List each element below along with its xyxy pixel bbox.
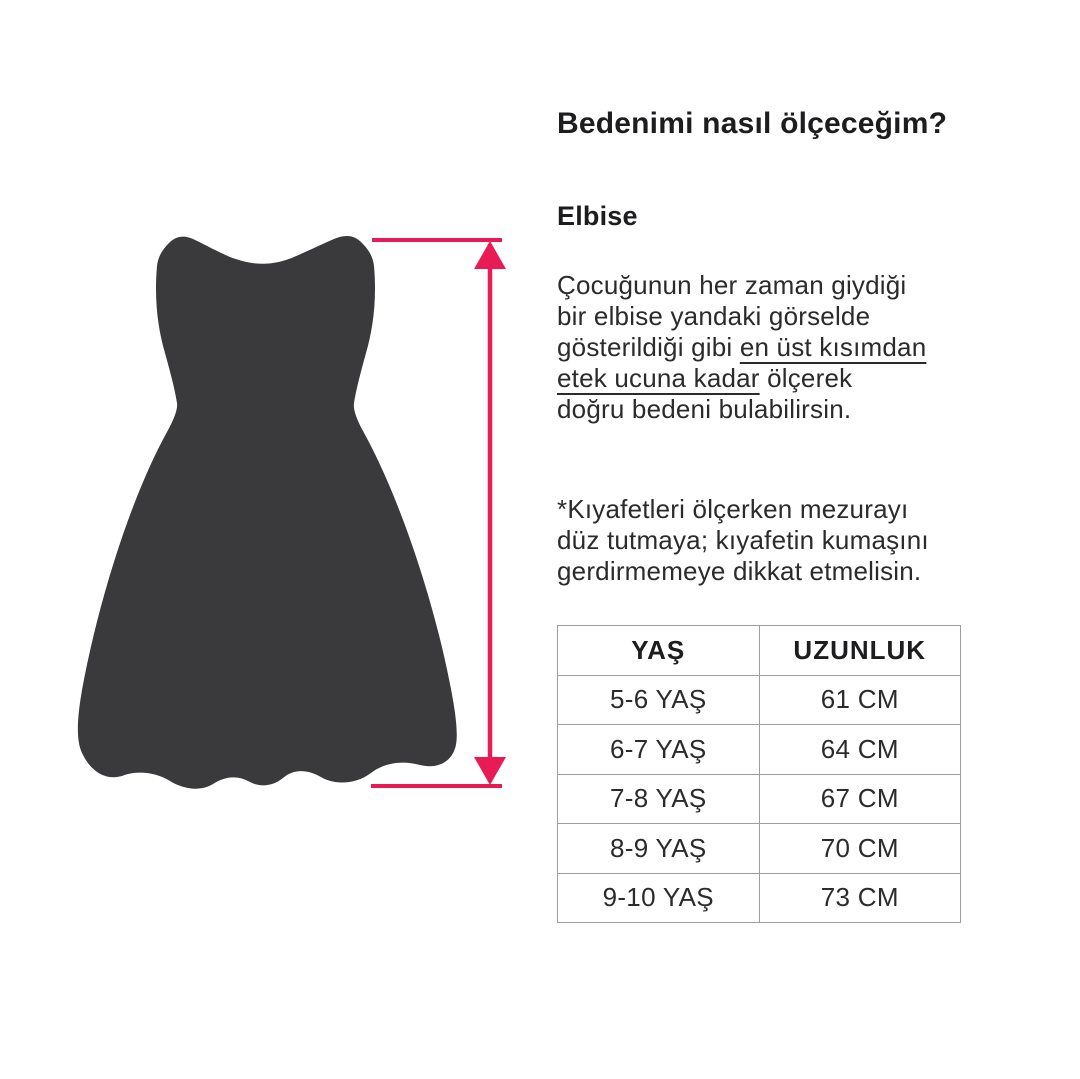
table-row: [558, 824, 961, 874]
measure-instructions: [557, 270, 997, 425]
age-cell: 5-6 YAŞ: [558, 675, 760, 725]
instruction-line: bir elbise yandaki görselde: [557, 301, 871, 331]
dress-silhouette-icon: [78, 236, 457, 789]
page-title: Bedenimi nasıl ölçeceğim?: [557, 107, 948, 140]
section-title: Elbise: [557, 201, 638, 231]
size-table-header-row: [558, 626, 961, 676]
length-cell: 61 CM: [759, 675, 961, 725]
age-cell: 6-7 YAŞ: [558, 725, 760, 775]
note-line: gerdirmemeye dikkat etmelisin.: [557, 556, 922, 586]
length-cell: 64 CM: [759, 725, 961, 775]
age-cell: 7-8 YAŞ: [558, 774, 760, 824]
arrowhead-up-icon: [474, 241, 506, 269]
size-table: [557, 625, 961, 923]
table-row: [558, 675, 961, 725]
measure-note: [557, 494, 997, 587]
instruction-line: Çocuğunun her zaman giydiği: [557, 270, 907, 300]
age-column-header: YAŞ: [558, 626, 760, 676]
instruction-line: etek ucuna kadar ölçerek: [557, 363, 853, 393]
length-cell: 73 CM: [759, 873, 961, 923]
length-cell: 70 CM: [759, 824, 961, 874]
instruction-line: doğru bedeni bulabilirsin.: [557, 394, 852, 424]
table-row: [558, 873, 961, 923]
length-cell: 67 CM: [759, 774, 961, 824]
length-column-header: UZUNLUK: [759, 626, 961, 676]
table-row: [558, 774, 961, 824]
note-line: *Kıyafetleri ölçerken mezurayı: [557, 494, 909, 524]
age-cell: 9-10 YAŞ: [558, 873, 760, 923]
note-line: düz tutmaya; kıyafetin kumaşını: [557, 525, 929, 555]
age-cell: 8-9 YAŞ: [558, 824, 760, 874]
table-row: [558, 725, 961, 775]
instruction-line: gösterildiği gibi en üst kısımdan: [557, 332, 927, 362]
arrowhead-down-icon: [474, 757, 506, 785]
